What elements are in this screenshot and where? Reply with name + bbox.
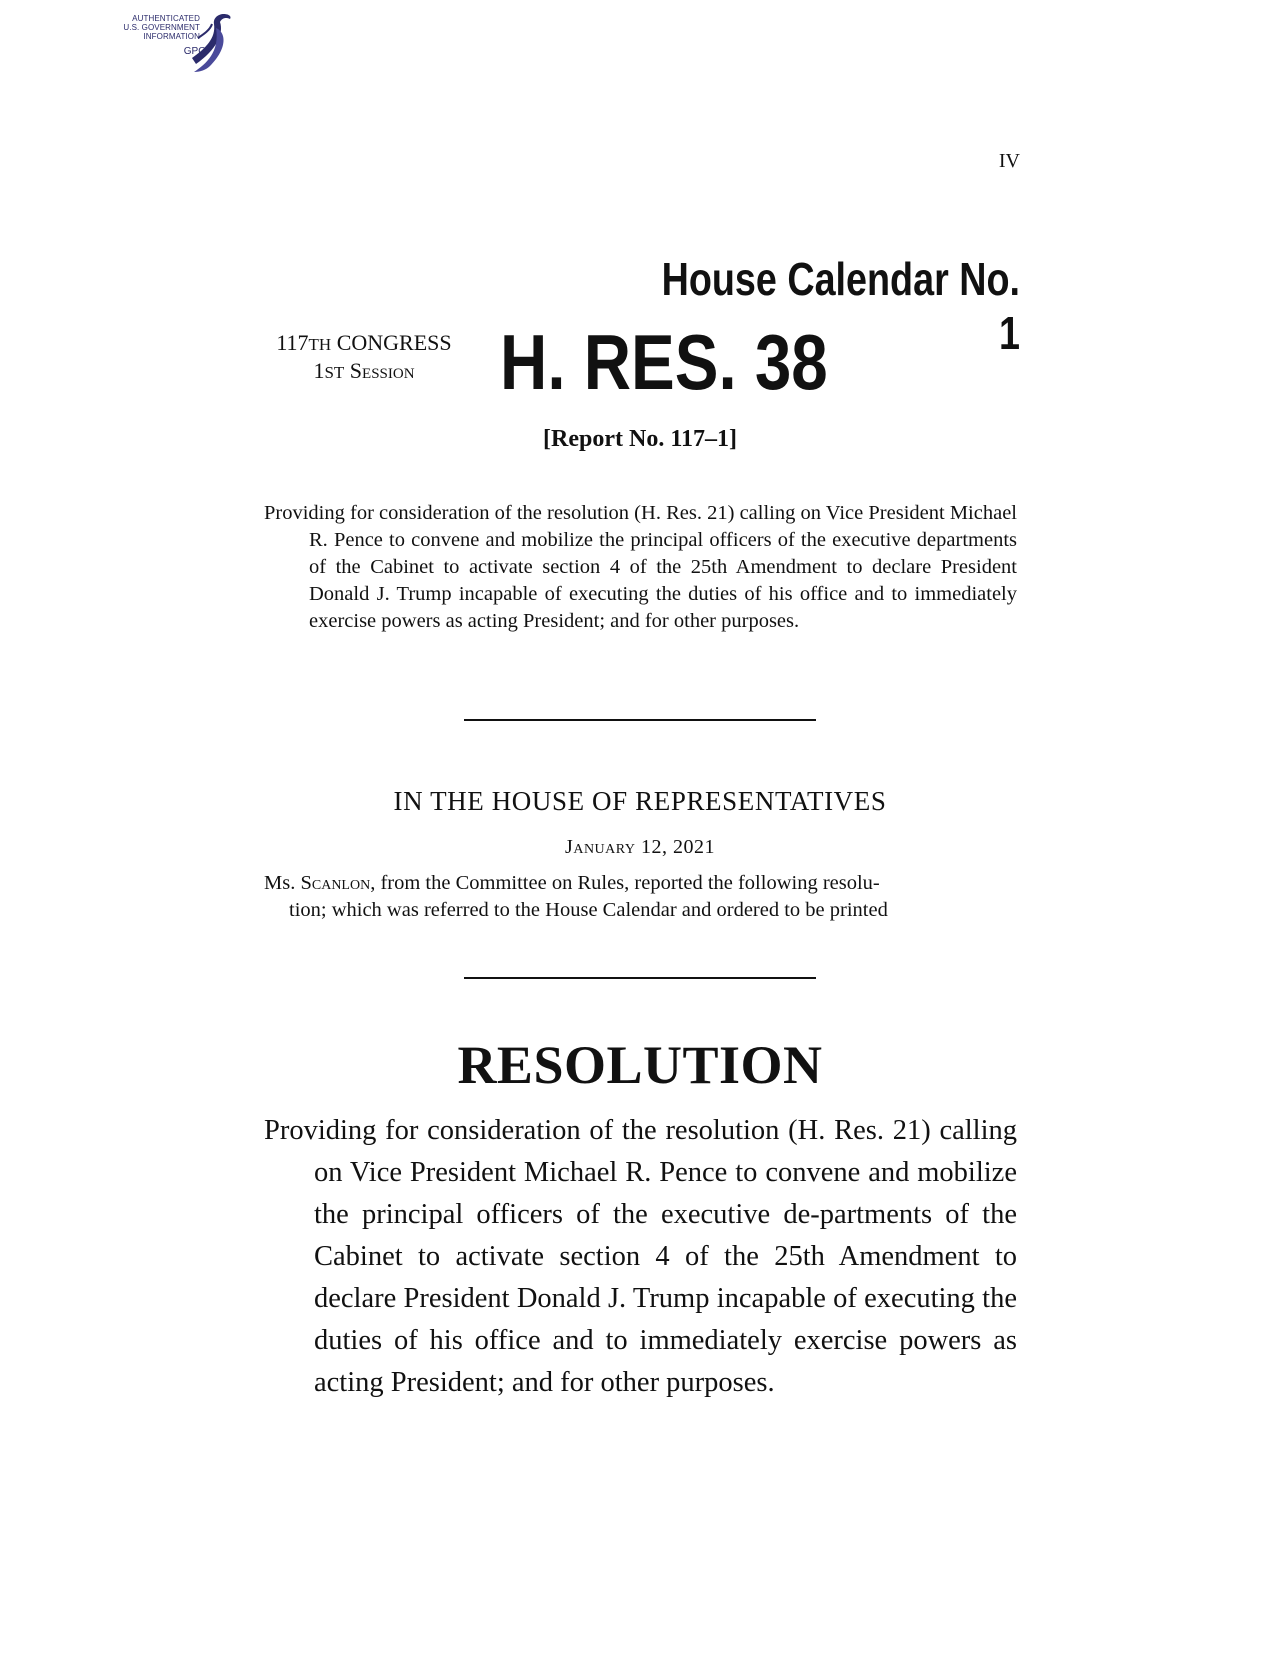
- session-line: [248, 358, 480, 386]
- logo-gpo-mark: GPO: [183, 46, 206, 57]
- eagle-icon: [186, 8, 236, 74]
- report-number: [Report No. 117–1]: [543, 426, 737, 452]
- logo-line-2: U.S. GOVERNMENT: [123, 23, 200, 32]
- gpo-authentication-logo: [104, 8, 244, 78]
- bill-number: H. RES. 38: [500, 318, 828, 406]
- logo-line-1: AUTHENTICATED: [132, 14, 200, 23]
- congress-line: [248, 330, 480, 358]
- congress-session-block: [248, 330, 480, 386]
- divider-rule: [464, 977, 816, 979]
- sponsor-statement: [264, 870, 1017, 924]
- sponsor-line-1: , from the Committee on Rules, reported the following resolu-: [370, 872, 880, 894]
- session-number: 1: [313, 358, 325, 383]
- date-text: January 12, 2021: [565, 836, 715, 858]
- chamber-heading: IN THE HOUSE OF REPRESENTATIVES: [393, 786, 887, 816]
- sponsor-line-2: tion; which was referred to the House Calendar and ordered to be printed: [289, 899, 888, 921]
- bill-summary: Providing for consideration of the resolution (H. Res. 21) calling on Vice President Michael R. Pence to convene and mobilize the principal officers of the executive departments of the Cabinet to activate section 4 of the 25th Amendment to declare President Donald J. Trump incapable of executing the duties of his office and to immediately exercise powers as acting President; and for other purposes.: [264, 502, 1017, 632]
- congress-number: 117: [276, 330, 309, 355]
- resolution-heading: RESOLUTION: [457, 1035, 823, 1095]
- session-number-suffix: ST: [324, 363, 345, 382]
- congress-number-suffix: TH: [308, 335, 332, 354]
- resolution-body: Providing for consideration of the resolution (H. Res. 21) calling on Vice President Michael R. Pence to convene and mobilize the principal officers of the executive de-partments of the Cabinet to activate section 4 of the 25th Amendment to declare President Donald J. Trump incapable of executing the duties of his office and to immediately exercise powers as acting President; and for other purposes.: [264, 1115, 1017, 1398]
- divider-rule: [464, 719, 816, 721]
- introduction-date: [400, 836, 880, 859]
- sponsor-name: Scanlon: [300, 872, 371, 894]
- congress-word: CONGRESS: [331, 330, 452, 355]
- page-numeral: IV: [998, 150, 1020, 172]
- logo-line-3: INFORMATION: [143, 32, 200, 41]
- session-word: Session: [349, 358, 415, 383]
- sponsor-title: Ms.: [264, 872, 296, 894]
- house-calendar-number: House Calendar No. 1: [661, 253, 1020, 359]
